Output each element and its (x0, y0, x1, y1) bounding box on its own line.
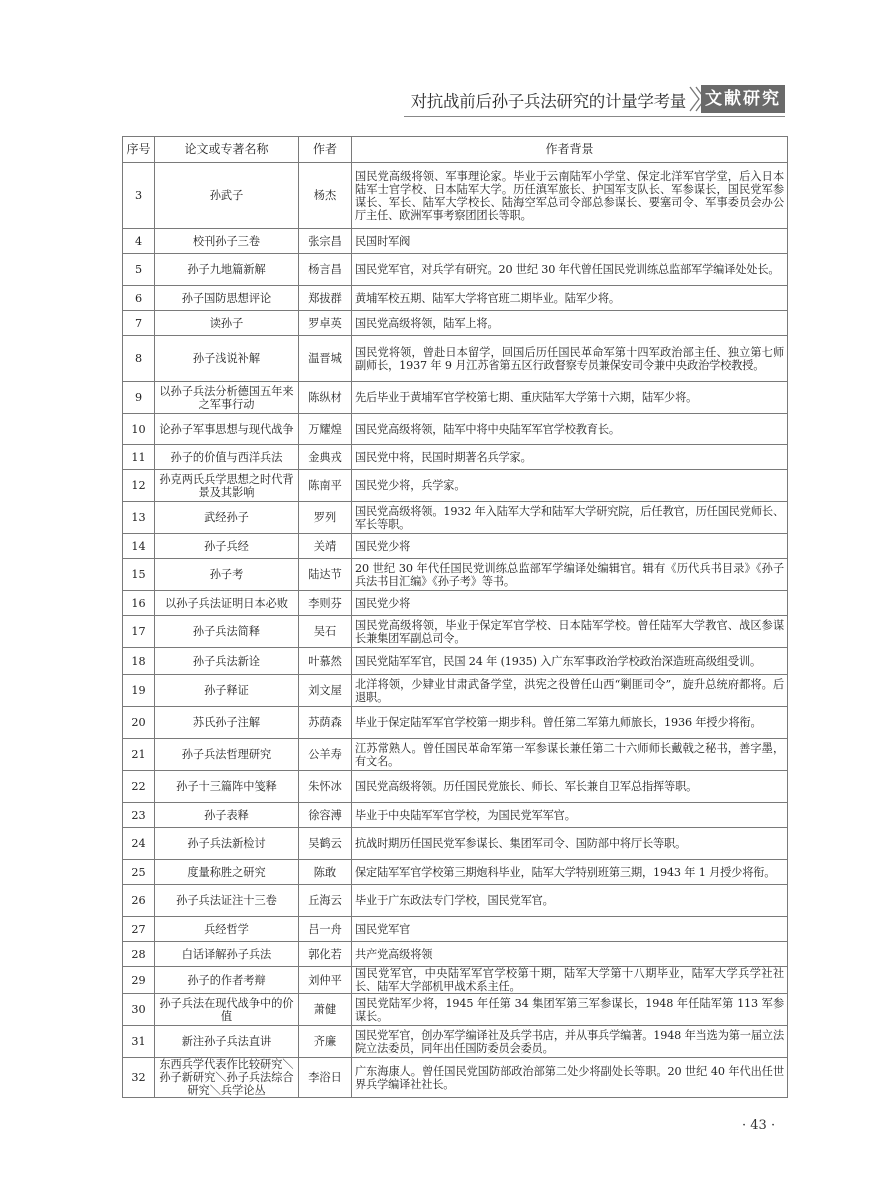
author-name: 李则芬 (299, 591, 352, 616)
table-row (123, 163, 788, 229)
author-name: 齐廉 (299, 1026, 352, 1058)
table-row (123, 591, 788, 616)
author-background: 国民党少将 (352, 534, 788, 559)
row-number: 7 (123, 311, 155, 336)
work-title: 孙子兵法在现代战争中的价值 (155, 994, 299, 1026)
table-row (123, 967, 788, 994)
table-row (123, 616, 788, 648)
running-title: 对抗战前后孙子兵法研究的计量学考量 (410, 92, 686, 111)
table-row (123, 860, 788, 885)
work-title: 孙子兵法哲理研究 (155, 739, 299, 771)
work-title: 孙子兵法新检讨 (155, 828, 299, 860)
author-background: 国民党高级将领。历任国民党旅长、师长、军长兼自卫军总指挥等职。 (352, 771, 788, 803)
work-title: 孙子国防思想评论 (155, 286, 299, 311)
row-number: 12 (123, 470, 155, 502)
row-number: 10 (123, 414, 155, 445)
row-number: 23 (123, 803, 155, 828)
author-background: 国民党少将，兵学家。 (352, 470, 788, 502)
row-number: 4 (123, 229, 155, 254)
author-name: 陈纵材 (299, 382, 352, 414)
author-background: 国民党军官 (352, 917, 788, 942)
row-number: 24 (123, 828, 155, 860)
author-background: 民国时军阀 (352, 229, 788, 254)
row-number: 8 (123, 336, 155, 382)
author-background: 国民党陆军少将，1945 年任第 34 集团军第三军参谋长，1948 年任陆军第 113 军参谋长。 (352, 994, 788, 1026)
author-name: 公羊寿 (299, 739, 352, 771)
author-name: 朱怀冰 (299, 771, 352, 803)
work-title: 孙子的作者考辩 (155, 967, 299, 994)
work-title: 以孙子兵法分析德国五年来之军事行动 (155, 382, 299, 414)
table-row (123, 382, 788, 414)
work-title: 孙子九地篇新解 (155, 254, 299, 286)
author-name: 陆达节 (299, 559, 352, 591)
author-background: 国民党将领，曾赴日本留学，回国后历任国民革命军第十四军政治部主任、独立第七师副师长，1937 年 9 月江苏省第五区行政督察专员兼保安司令兼中央政治学校教授。 (352, 336, 788, 382)
table-row (123, 534, 788, 559)
author-background: 国民党军官，创办军学编译社及兵学书店，并从事兵学编著。1948 年当选为第一届立法院立法委员，同年出任国防委员会委员。 (352, 1026, 788, 1058)
author-background: 黄埔军校五期、陆军大学将官班二期毕业。陆军少将。 (352, 286, 788, 311)
table-row (123, 254, 788, 286)
row-number: 13 (123, 502, 155, 534)
table-row (123, 311, 788, 336)
page-number: · 43 · (742, 1118, 776, 1133)
row-number: 20 (123, 707, 155, 739)
author-name: 李浴日 (299, 1058, 352, 1098)
author-background: 国民党少将 (352, 591, 788, 616)
row-number: 5 (123, 254, 155, 286)
work-title: 兵经哲学 (155, 917, 299, 942)
author-background: 国民党高级将领、军事理论家。毕业于云南陆军小学堂、保定北洋军官学堂，后入日本陆军士官学校、日本陆军大学。历任滇军旅长、护国军支队长、军参谋长，国民党军参谋长、军长、陆军大学校长、陆海空军总司令部总参谋长、要塞司令、军事委员会办公厅主任、欧洲军事考察团团长等职。 (352, 163, 788, 229)
author-name: 杨言昌 (299, 254, 352, 286)
author-name: 叶慕然 (299, 648, 352, 675)
work-title: 武经孙子 (155, 502, 299, 534)
work-title: 孙克两氏兵学思想之时代背景及其影响 (155, 470, 299, 502)
row-number: 22 (123, 771, 155, 803)
author-background-table (122, 136, 788, 1098)
row-number: 6 (123, 286, 155, 311)
work-title: 读孙子 (155, 311, 299, 336)
table-row (123, 994, 788, 1026)
author-background: 江苏常熟人。曾任国民革命军第一军参谋长兼任第二十六师师长戴戟之秘书，善字墨，有文名。 (352, 739, 788, 771)
author-name: 郑拔群 (299, 286, 352, 311)
author-background: 国民党高级将领，陆军上将。 (352, 311, 788, 336)
work-title: 孙子兵法证注十三卷 (155, 885, 299, 917)
work-title: 以孙子兵法证明日本必败 (155, 591, 299, 616)
author-name: 温晋城 (299, 336, 352, 382)
author-background: 国民党军官，中央陆军军官学校第十期，陆军大学第十八期毕业，陆军大学兵学社社长、陆军大学部机甲战术系主任。 (352, 967, 788, 994)
work-title: 孙子兵法新诠 (155, 648, 299, 675)
work-title: 东西兵学代表作比较研究＼孙子新研究＼孙子兵法综合研究＼兵学论丛 (155, 1058, 299, 1098)
table-row (123, 803, 788, 828)
work-title: 孙武子 (155, 163, 299, 229)
table-row (123, 559, 788, 591)
row-number: 25 (123, 860, 155, 885)
row-number: 31 (123, 1026, 155, 1058)
author-background: 国民党军官，对兵学有研究。20 世纪 30 年代曾任国民党训练总监部军学编译处处长。 (352, 254, 788, 286)
author-background: 共产党高级将领 (352, 942, 788, 967)
author-background: 抗战时期历任国民党军参谋长、集团军司令、国防部中将厅长等职。 (352, 828, 788, 860)
row-number: 32 (123, 1058, 155, 1098)
author-background: 毕业于中央陆军军官学校，为国民党军军官。 (352, 803, 788, 828)
author-name: 金典戎 (299, 445, 352, 470)
row-number: 14 (123, 534, 155, 559)
row-number: 15 (123, 559, 155, 591)
author-name: 萧健 (299, 994, 352, 1026)
row-number: 30 (123, 994, 155, 1026)
author-background: 国民党高级将领，陆军中将中央陆军军官学校教育长。 (352, 414, 788, 445)
row-number: 9 (123, 382, 155, 414)
work-title: 新注孙子兵法直讲 (155, 1026, 299, 1058)
column-header-background: 作者背景 (352, 137, 788, 163)
work-title: 孙子十三篇阵中笺释 (155, 771, 299, 803)
table-row (123, 414, 788, 445)
table-row (123, 445, 788, 470)
author-name: 吕一舟 (299, 917, 352, 942)
section-label: 文献研究 (701, 85, 785, 113)
table-row (123, 502, 788, 534)
author-background: 保定陆军军官学校第三期炮科毕业，陆军大学特别班第三期，1943 年 1 月授少将衔。 (352, 860, 788, 885)
author-background: 20 世纪 30 年代任国民党训练总监部军学编译处编辑官。辑有《历代兵书目录》《孙子兵法书目汇编》《孙子考》等书。 (352, 559, 788, 591)
table-header-row (123, 137, 788, 163)
author-background: 北洋将领，少肄业甘肃武备学堂，洪宪之役曾任山西“剿匪司令”，旋升总统府都将。后退职。 (352, 675, 788, 707)
author-name: 陈敢 (299, 860, 352, 885)
author-background: 先后毕业于黄埔军官学校第七期、重庆陆军大学第十六期，陆军少将。 (352, 382, 788, 414)
author-name: 苏荫森 (299, 707, 352, 739)
table-row (123, 828, 788, 860)
author-background: 毕业于保定陆军军官学校第一期步科。曾任第二军第九师旅长，1936 年授少将衔。 (352, 707, 788, 739)
running-header (404, 85, 785, 113)
row-number: 11 (123, 445, 155, 470)
row-number: 3 (123, 163, 155, 229)
author-name: 刘文屋 (299, 675, 352, 707)
author-background: 国民党中将，民国时期著名兵学家。 (352, 445, 788, 470)
work-title: 孙子兵法简释 (155, 616, 299, 648)
column-header-number: 序号 (123, 137, 155, 163)
work-title: 孙子表释 (155, 803, 299, 828)
table-row (123, 675, 788, 707)
table-row (123, 917, 788, 942)
row-number: 18 (123, 648, 155, 675)
row-number: 29 (123, 967, 155, 994)
row-number: 26 (123, 885, 155, 917)
table-row (123, 470, 788, 502)
author-name: 刘仲平 (299, 967, 352, 994)
author-background: 广东海康人。曾任国民党国防部政治部第二处少将副处长等职。20 世纪 40 年代出任世界兵学编译社社长。 (352, 1058, 788, 1098)
author-name: 丘海云 (299, 885, 352, 917)
row-number: 17 (123, 616, 155, 648)
work-title: 孙子浅说补解 (155, 336, 299, 382)
work-title: 孙子的价值与西洋兵法 (155, 445, 299, 470)
row-number: 19 (123, 675, 155, 707)
work-title: 孙子考 (155, 559, 299, 591)
author-name: 万耀煌 (299, 414, 352, 445)
author-name: 罗列 (299, 502, 352, 534)
table-row (123, 336, 788, 382)
author-background: 国民党高级将领。1932 年入陆军大学和陆军大学研究院，后任教官，历任国民党师长、军长等职。 (352, 502, 788, 534)
table-row (123, 739, 788, 771)
work-title: 论孙子军事思想与现代战争 (155, 414, 299, 445)
author-name: 徐容溥 (299, 803, 352, 828)
author-name: 吴石 (299, 616, 352, 648)
work-title: 度量称胜之研究 (155, 860, 299, 885)
table-row (123, 707, 788, 739)
author-background: 国民党高级将领，毕业于保定军官学校、日本陆军学校。曾任陆军大学教官、战区参谋长兼集团军副总司令。 (352, 616, 788, 648)
work-title: 校刊孙子三卷 (155, 229, 299, 254)
author-name: 吴鹤云 (299, 828, 352, 860)
header-divider (404, 116, 785, 117)
table-row (123, 942, 788, 967)
table-row (123, 885, 788, 917)
work-title: 孙子兵经 (155, 534, 299, 559)
row-number: 16 (123, 591, 155, 616)
table-row (123, 648, 788, 675)
column-header-author: 作者 (299, 137, 352, 163)
table-row (123, 1026, 788, 1058)
author-name: 关靖 (299, 534, 352, 559)
author-background: 毕业于广东政法专门学校，国民党军官。 (352, 885, 788, 917)
work-title: 孙子释证 (155, 675, 299, 707)
author-background: 国民党陆军军官，民国 24 年 (1935) 入广东军事政治学校政治深造班高级组受训。 (352, 648, 788, 675)
author-name: 郭化若 (299, 942, 352, 967)
author-name: 陈南平 (299, 470, 352, 502)
work-title: 苏氏孙子注解 (155, 707, 299, 739)
author-name: 罗卓英 (299, 311, 352, 336)
row-number: 28 (123, 942, 155, 967)
work-title: 白话译解孙子兵法 (155, 942, 299, 967)
author-name: 张宗昌 (299, 229, 352, 254)
row-number: 21 (123, 739, 155, 771)
row-number: 27 (123, 917, 155, 942)
column-header-title: 论文或专著名称 (155, 137, 299, 163)
table-row (123, 1058, 788, 1098)
table-row (123, 229, 788, 254)
author-name: 杨杰 (299, 163, 352, 229)
table-row (123, 286, 788, 311)
table-row (123, 771, 788, 803)
